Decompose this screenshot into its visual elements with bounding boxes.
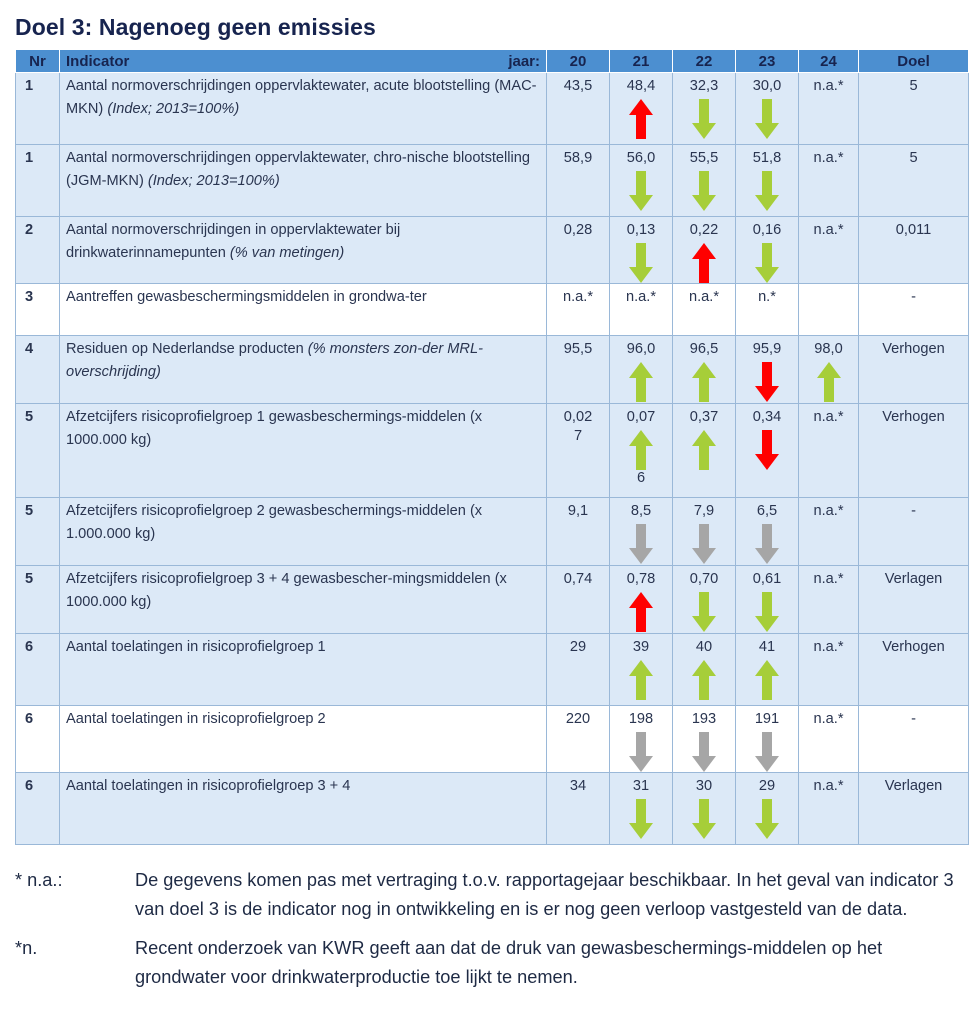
value-text: 7,9 — [693, 503, 715, 519]
cell-value-22 — [673, 73, 736, 145]
value-text: 32,3 — [689, 78, 719, 94]
trend-arrow-down-gray-icon — [755, 524, 779, 564]
value-text: 29 — [569, 639, 587, 655]
cell-value-22 — [673, 773, 736, 845]
cell-doel: - — [859, 284, 969, 336]
value-text: 193 — [691, 711, 717, 727]
value-text: n.a.* — [688, 289, 720, 305]
value-text: 96,0 — [626, 341, 656, 357]
trend-arrow-up-red-icon — [692, 243, 716, 283]
indicator-text: Aantal normoverschrijdingen in oppervlaktewater bij drinkwaterinnamepunten — [66, 222, 401, 261]
indicator-text: Afzetcijfers risicoprofielgroep 3 + 4 gewasbescher-mingsmiddelen (x 1000.000 kg) — [66, 571, 507, 610]
cell-value-24 — [799, 284, 859, 336]
indicator-text: Afzetcijfers risicoprofielgroep 2 gewasbeschermings-middelen (x 1.000.000 kg) — [66, 503, 483, 542]
header-year-24: 24 — [799, 50, 859, 73]
indicator-text: Aantreffen gewasbeschermingsmiddelen in grondwa-ter — [66, 289, 427, 305]
cell-nr: 2 — [16, 217, 60, 284]
indicator-text: Aantal normoverschrijdingen oppervlaktewater, chro-nische blootstelling (JGM-MKN) — [66, 150, 531, 189]
cell-value-24 — [799, 404, 859, 498]
value-text: 55,5 — [689, 150, 719, 166]
cell-value-22 — [673, 145, 736, 217]
table-row — [16, 706, 969, 773]
header-nr: Nr — [16, 50, 60, 73]
cell-value-24 — [799, 145, 859, 217]
cell-nr: 6 — [16, 773, 60, 845]
cell-value-24 — [799, 634, 859, 706]
table-row — [16, 217, 969, 284]
cell-doel: 5 — [859, 73, 969, 145]
cell-value-20 — [547, 634, 610, 706]
cell-value-21 — [610, 404, 673, 498]
cell-value-22 — [673, 217, 736, 284]
value-text: n.a.* — [813, 778, 844, 794]
cell-doel: - — [859, 706, 969, 773]
value-text: n.* — [758, 289, 776, 305]
cell-value-23 — [736, 284, 799, 336]
cell-value-22 — [673, 404, 736, 498]
cell-indicator — [60, 73, 547, 145]
cell-doel: Verlagen — [859, 566, 969, 634]
cell-indicator — [60, 217, 547, 284]
cell-value-24 — [799, 706, 859, 773]
value-text: 6,5 — [756, 503, 778, 519]
value-text: 95,9 — [752, 341, 782, 357]
trend-arrow-up-green-icon — [692, 660, 716, 700]
value-text: 41 — [758, 639, 776, 655]
cell-value-20 — [547, 217, 610, 284]
page-title: Doel 3: Nagenoeg geen emissies — [15, 14, 376, 40]
cell-doel: Verlagen — [859, 773, 969, 845]
header-year-20: 20 — [547, 50, 610, 73]
cell-nr: 4 — [16, 336, 60, 404]
header-indicator-label: Indicator — [66, 52, 130, 70]
trend-arrow-up-red-icon — [629, 592, 653, 632]
trend-arrow-up-green-icon — [629, 660, 653, 700]
cell-value-20 — [547, 404, 610, 498]
trend-arrow-down-gray-icon — [629, 732, 653, 772]
indicator-unit-note: (% van metingen) — [229, 245, 345, 261]
footnote-key: * n.a.: — [15, 870, 63, 890]
header-doel: Doel — [859, 50, 969, 73]
trend-arrow-up-green-icon — [755, 660, 779, 700]
value-text: n.a.* — [813, 222, 844, 238]
value-text: 96,5 — [689, 341, 719, 357]
trend-arrow-up-green-icon — [817, 362, 841, 402]
header-year-23: 23 — [736, 50, 799, 73]
value-text: 0,61 — [752, 571, 782, 587]
cell-value-22 — [673, 634, 736, 706]
cell-value-20 — [547, 706, 610, 773]
table-body — [16, 73, 969, 845]
cell-value-23 — [736, 73, 799, 145]
value-text: n.a.* — [813, 409, 844, 425]
value-text: 191 — [754, 711, 780, 727]
cell-value-24 — [799, 773, 859, 845]
value-wrap-text: 6 — [636, 470, 646, 486]
value-text: 0,02 — [563, 409, 593, 425]
trend-arrow-down-green-icon — [755, 799, 779, 839]
value-text: n.a.* — [813, 503, 844, 519]
cell-value-23 — [736, 498, 799, 566]
cell-value-23 — [736, 217, 799, 284]
cell-indicator — [60, 566, 547, 634]
cell-nr: 5 — [16, 404, 60, 498]
cell-value-21 — [610, 773, 673, 845]
table-row — [16, 634, 969, 706]
trend-arrow-down-gray-icon — [692, 524, 716, 564]
value-text: 29 — [758, 778, 776, 794]
indicator-unit-note: (Index; 2013=100%) — [107, 101, 240, 117]
value-text: 0,16 — [752, 222, 782, 238]
trend-arrow-down-gray-icon — [755, 732, 779, 772]
cell-value-21 — [610, 145, 673, 217]
trend-arrow-up-green-icon — [692, 430, 716, 470]
cell-doel: 5 — [859, 145, 969, 217]
trend-arrow-up-green-icon — [629, 430, 653, 470]
cell-value-23 — [736, 404, 799, 498]
cell-value-20 — [547, 566, 610, 634]
trend-arrow-down-green-icon — [755, 99, 779, 139]
value-text: 98,0 — [814, 341, 843, 357]
trend-arrow-down-green-icon — [755, 243, 779, 283]
cell-value-23 — [736, 773, 799, 845]
cell-value-23 — [736, 706, 799, 773]
cell-value-21 — [610, 217, 673, 284]
table-row — [16, 284, 969, 336]
value-text: 0,13 — [626, 222, 656, 238]
cell-nr: 6 — [16, 706, 60, 773]
header-indicator — [60, 50, 547, 73]
table-row — [16, 773, 969, 845]
trend-arrow-down-green-icon — [629, 171, 653, 211]
cell-value-20 — [547, 73, 610, 145]
trend-arrow-down-green-icon — [692, 799, 716, 839]
cell-nr: 6 — [16, 634, 60, 706]
cell-value-24 — [799, 336, 859, 404]
trend-arrow-up-red-icon — [629, 99, 653, 139]
table-row — [16, 336, 969, 404]
cell-value-24 — [799, 217, 859, 284]
value-text: 198 — [628, 711, 654, 727]
value-text: n.a.* — [813, 639, 844, 655]
value-text: 0,28 — [563, 222, 593, 238]
trend-arrow-down-red-icon — [755, 430, 779, 470]
value-text: 0,37 — [689, 409, 719, 425]
footnote-na — [15, 866, 965, 924]
value-text: 51,8 — [752, 150, 782, 166]
cell-indicator — [60, 284, 547, 336]
cell-nr: 3 — [16, 284, 60, 336]
trend-arrow-up-green-icon — [692, 362, 716, 402]
cell-value-23 — [736, 566, 799, 634]
cell-doel: Verhogen — [859, 404, 969, 498]
trend-arrow-down-green-icon — [692, 171, 716, 211]
cell-value-23 — [736, 145, 799, 217]
header-year-21: 21 — [610, 50, 673, 73]
cell-nr: 5 — [16, 498, 60, 566]
value-text: 30,0 — [752, 78, 782, 94]
value-text: 95,5 — [563, 341, 593, 357]
trend-arrow-down-green-icon — [692, 99, 716, 139]
cell-doel: - — [859, 498, 969, 566]
value-text: 31 — [632, 778, 650, 794]
value-text: 9,1 — [567, 503, 589, 519]
cell-indicator — [60, 336, 547, 404]
cell-value-22 — [673, 566, 736, 634]
value-text: n.a.* — [625, 289, 657, 305]
value-text: n.a.* — [813, 150, 844, 166]
cell-value-21 — [610, 634, 673, 706]
table-row — [16, 566, 969, 634]
table-row — [16, 404, 969, 498]
value-text: 43,5 — [563, 78, 593, 94]
cell-value-20 — [547, 145, 610, 217]
cell-value-23 — [736, 336, 799, 404]
indicator-text: Afzetcijfers risicoprofielgroep 1 gewasbeschermings-middelen (x 1000.000 kg) — [66, 409, 483, 448]
cell-indicator — [60, 706, 547, 773]
trend-arrow-down-green-icon — [755, 171, 779, 211]
table-row — [16, 498, 969, 566]
table-row — [16, 73, 969, 145]
cell-nr: 5 — [16, 566, 60, 634]
value-text: n.a.* — [813, 571, 844, 587]
value-text: 0,70 — [689, 571, 719, 587]
indicator-text: Residuen op Nederlandse producten — [66, 341, 304, 357]
trend-arrow-down-green-icon — [629, 243, 653, 283]
cell-nr: 1 — [16, 145, 60, 217]
indicator-text: Aantal toelatingen in risicoprofielgroep 3 + 4 — [66, 778, 351, 794]
value-text: 30 — [695, 778, 713, 794]
header-year-22: 22 — [673, 50, 736, 73]
footnotes — [15, 866, 965, 1002]
value-text: 8,5 — [630, 503, 652, 519]
value-text: 0,78 — [626, 571, 656, 587]
cell-value-24 — [799, 498, 859, 566]
value-text: 58,9 — [563, 150, 593, 166]
value-text: 0,74 — [563, 571, 593, 587]
cell-doel: 0,011 — [859, 217, 969, 284]
indicator-text: Aantal toelatingen in risicoprofielgroep 1 — [66, 639, 326, 655]
cell-value-21 — [610, 284, 673, 336]
footnote-n — [15, 934, 965, 992]
cell-value-23 — [736, 634, 799, 706]
cell-value-24 — [799, 73, 859, 145]
table-header-row — [16, 50, 969, 73]
indicator-text: Aantal normoverschrijdingen oppervlaktewater, acute blootstelling (MAC-MKN) — [66, 78, 537, 117]
value-text: n.a.* — [813, 78, 844, 94]
value-text: 0,22 — [689, 222, 719, 238]
indicator-table — [15, 49, 969, 845]
trend-arrow-down-gray-icon — [692, 732, 716, 772]
cell-indicator — [60, 634, 547, 706]
header-jaar: jaar: — [508, 52, 540, 70]
cell-value-20 — [547, 773, 610, 845]
value-text: 0,07 — [626, 409, 656, 425]
value-text: 39 — [632, 639, 650, 655]
cell-nr: 1 — [16, 73, 60, 145]
cell-value-20 — [547, 284, 610, 336]
cell-indicator — [60, 773, 547, 845]
cell-value-20 — [547, 336, 610, 404]
indicator-unit-note: (Index; 2013=100%) — [147, 173, 280, 189]
cell-value-22 — [673, 498, 736, 566]
trend-arrow-down-green-icon — [629, 799, 653, 839]
trend-arrow-down-red-icon — [755, 362, 779, 402]
value-text: 34 — [569, 778, 587, 794]
cell-value-24 — [799, 566, 859, 634]
cell-value-21 — [610, 498, 673, 566]
value-text: 56,0 — [626, 150, 656, 166]
footnote-text: Recent onderzoek van KWR geeft aan dat de druk van gewasbeschermings-middelen op het grondwater voor drinkwaterproductie toe lijkt te nemen. — [135, 938, 883, 987]
cell-value-21 — [610, 336, 673, 404]
footnote-key: *n. — [15, 938, 38, 958]
indicator-unit-note: (% monsters zon-der MRL-overschrijding) — [66, 341, 483, 380]
trend-arrow-up-green-icon — [629, 362, 653, 402]
table-row — [16, 145, 969, 217]
indicator-text: Aantal toelatingen in risicoprofielgroep 2 — [66, 711, 326, 727]
cell-indicator — [60, 145, 547, 217]
trend-arrow-down-green-icon — [692, 592, 716, 632]
value-text: 0,34 — [752, 409, 782, 425]
cell-value-20 — [547, 498, 610, 566]
cell-indicator — [60, 498, 547, 566]
value-text: 40 — [695, 639, 713, 655]
cell-value-22 — [673, 284, 736, 336]
value-text: n.a.* — [562, 289, 594, 305]
cell-value-21 — [610, 566, 673, 634]
cell-value-22 — [673, 706, 736, 773]
trend-arrow-down-gray-icon — [629, 524, 653, 564]
footnote-text: De gegevens komen pas met vertraging t.o.v. rapportagejaar beschikbaar. In het geval van indicator 3 van doel 3 is de indicator nog in ontwikkeling en is er nog geen verloop vastgesteld van de data. — [135, 870, 954, 919]
cell-value-22 — [673, 336, 736, 404]
value-text: n.a.* — [813, 711, 844, 727]
value-text: 220 — [565, 711, 591, 727]
trend-arrow-down-green-icon — [755, 592, 779, 632]
cell-indicator — [60, 404, 547, 498]
value-wrap-text: 7 — [573, 428, 583, 444]
cell-doel: Verhogen — [859, 634, 969, 706]
cell-doel: Verhogen — [859, 336, 969, 404]
value-text: 48,4 — [626, 78, 656, 94]
cell-value-21 — [610, 706, 673, 773]
cell-value-21 — [610, 73, 673, 145]
